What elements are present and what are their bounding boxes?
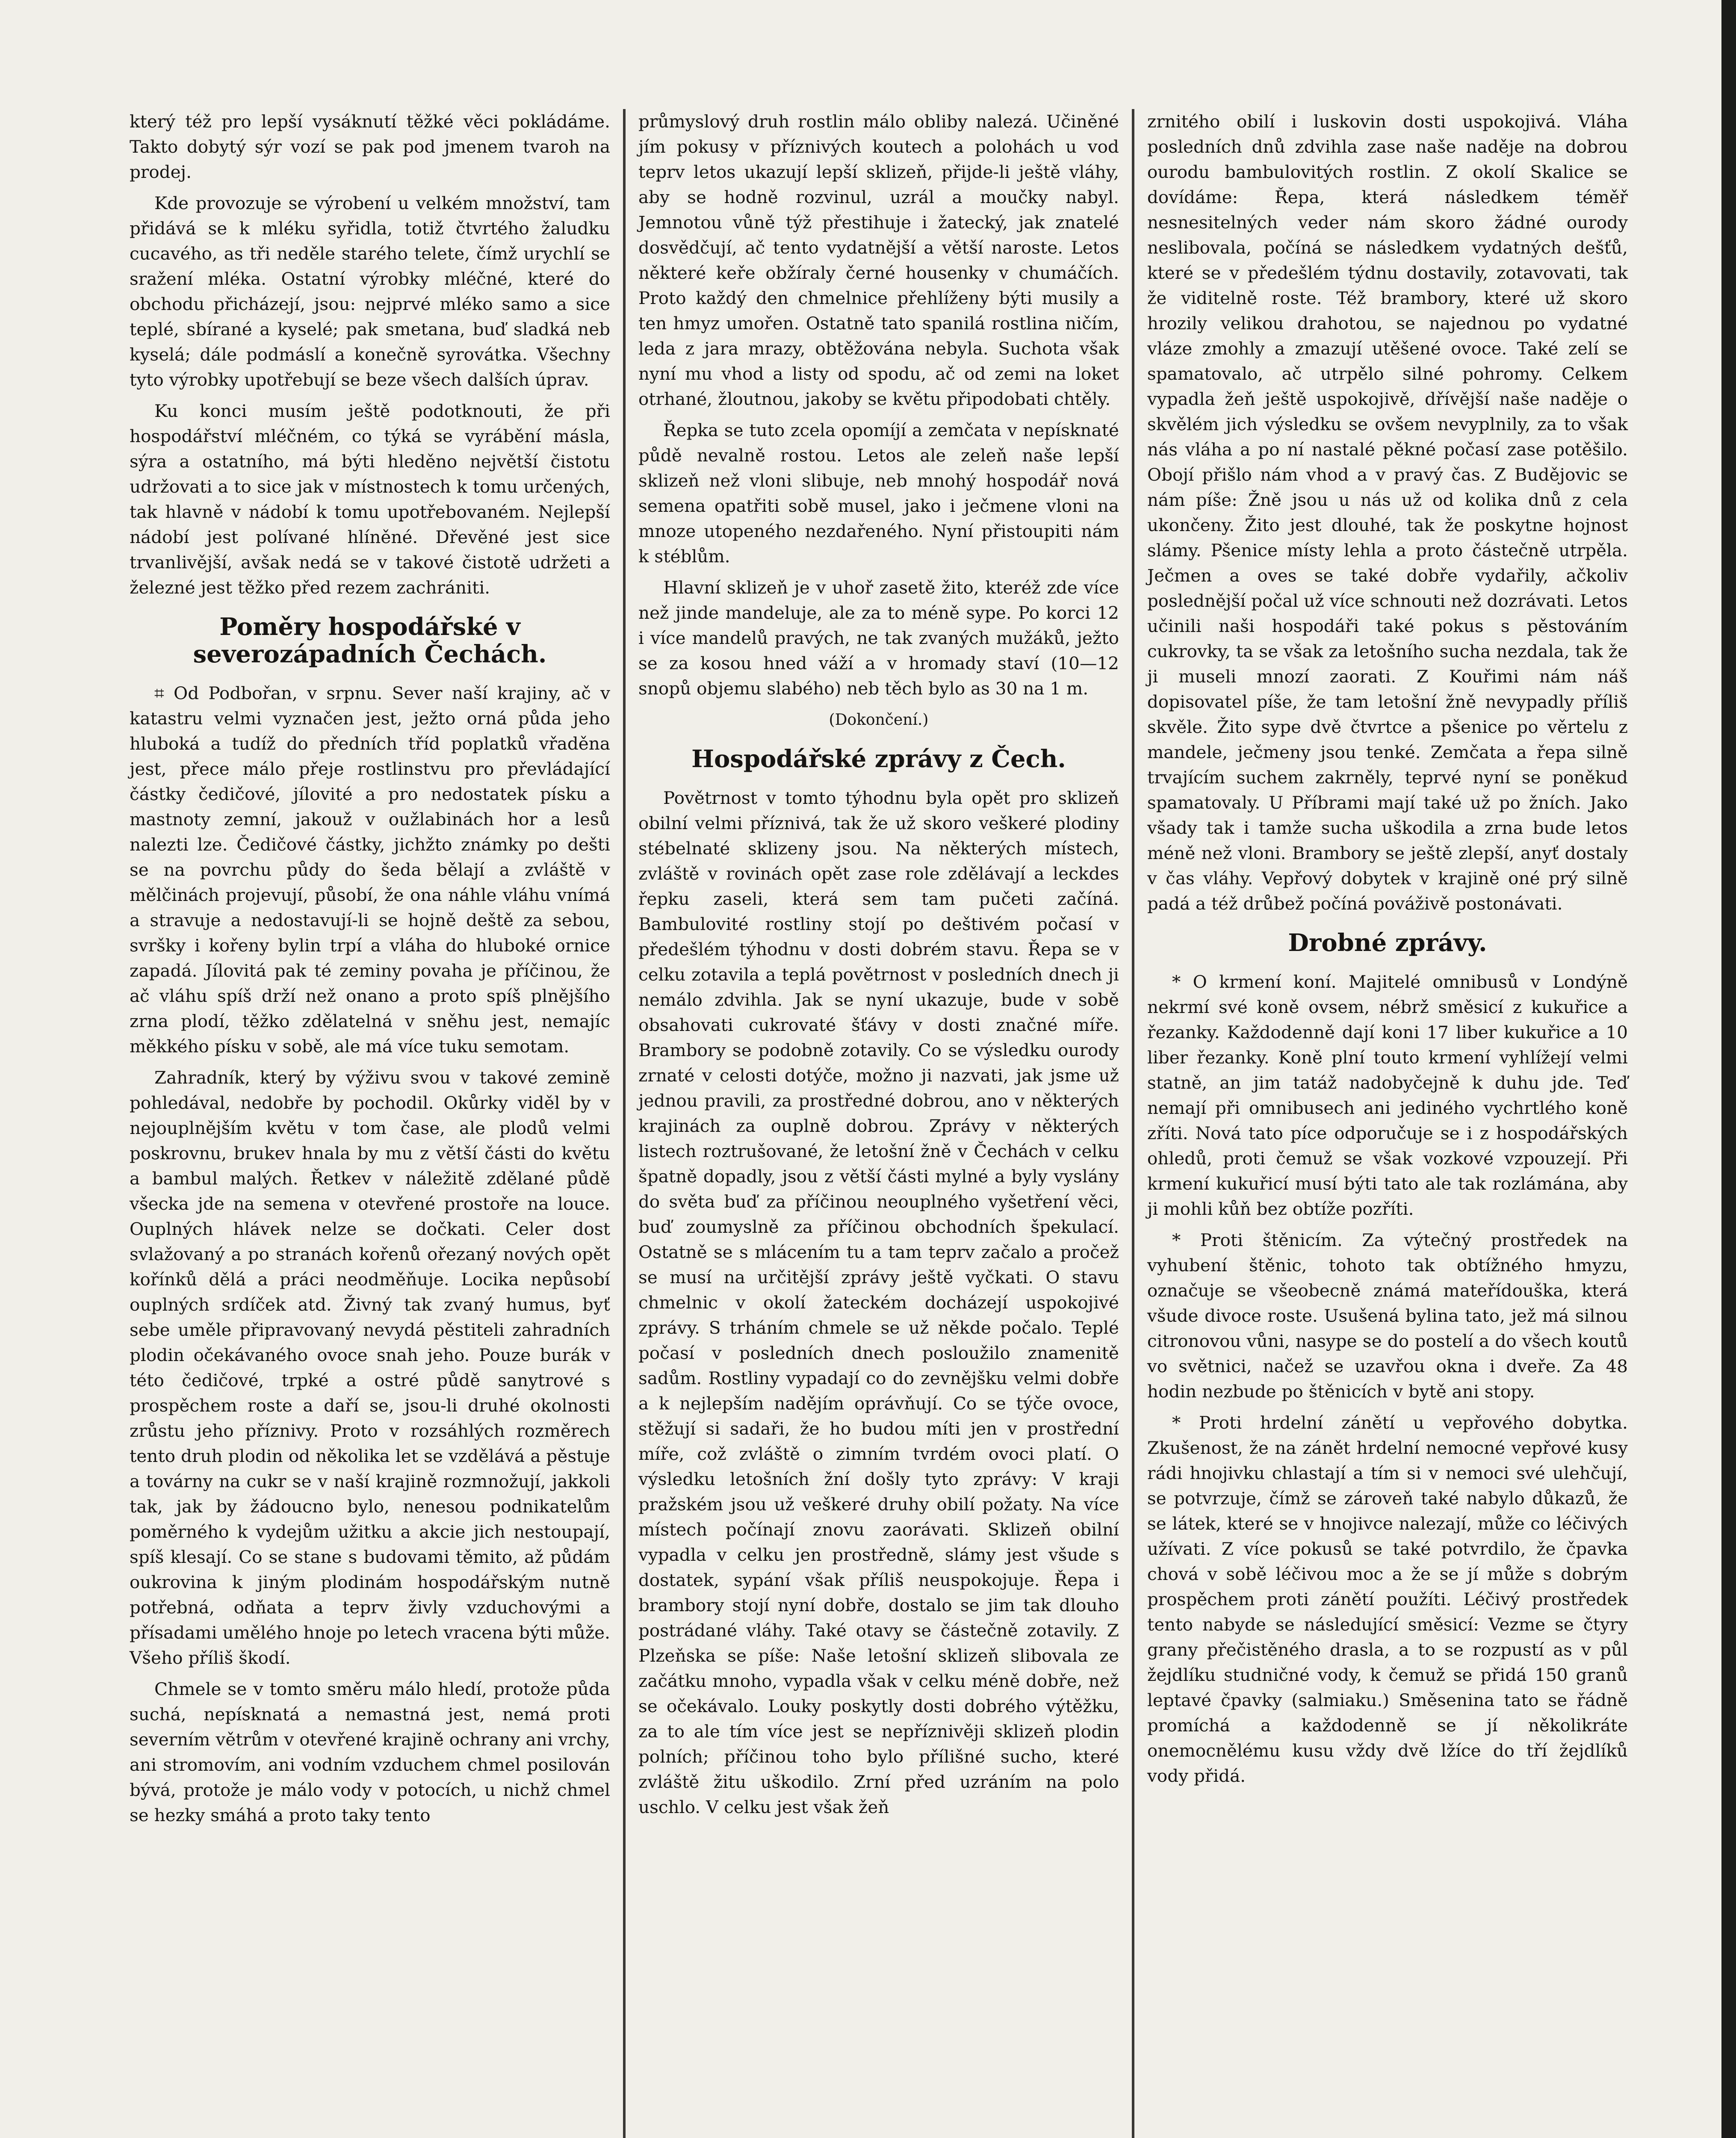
paragraph: Zahradník, který by výživu svou v takové zemině pohledával, nedobře by pochodil. Okůrky viděl by v nejouplnějším květu v tom čase, ale plodů velmi poskrovnu, brukev hnala by mu z větší části do květu a bambul malých. Řetkev v náležitě zdělané půdě všecka jde na semena v otevřené prostoře na louce. Ouplných hlávek nelze se dočkati. Celer dost svlažovaný a po stranách kořenů ořezaný nových opět kořínků dělá a práci neodměňuje. Locika nepůsobí ouplných srdíček atd. Živný tak zvaný humus, byť sebe uměle připravovaný nevydá pěstiteli zahradních plodin očekávaného ovoce snah jeho. Pouze burák v této čedičové, trpké a ostré půdě sanytrové s prospěchem roste a daří se, jsou-li druhé okolnosti zrůstu jeho příznivy. Proto v rozsáhlých rozměrech tento druh plodin od několika let se vzdělává a pěstuje a továrny na cukr se v naší krajině rozmnožují, jakkoli tak, jak by žádoucno bylo, nenesou podnikatelům poměrného k vydejům užitku a akcie jich nestoupají, spíš klesají. Co se stane s budovami těmito, až půdám oukrovina k jiným plodinám hospodářským nutně potřebná, odňata a teprv živly vzduchovými a přísadami umělého hnoje po letech vracena býti může. Všeho příliš škodí.: [130, 1067, 610, 1668]
paragraph: * Proti štěnicím. Za výtečný prostředek na vyhubení štěnic, tohoto tak obtížného hmyzu, označuje se všeobecně známá mateřídouška, která všude divoce roste. Usušená bylina tato, jež má silnou citronovou vůni, nasype se do postelí a do všech koutů vo světnici, načež se uzavřou okna i dveře. Za 48 hodin nezbude po štěnicích v bytě ani stopy.: [1147, 1230, 1628, 1402]
paragraph: zrnitého obilí i luskovin dosti uspokojivá. Vláha posledních dnů zdvihla zase naše naděje na dobrou ourodu bambulovitých rostlin. Z okolí Skalice se dovídáme: Řepa, která následkem téměř nesnesitelných veder nám skoro žádné ourody neslibovala, počíná se následkem vydatných dešťů, které se v předešlém týdnu dostavily, zotavovati, tak že viditelně roste. Též brambory, které už skoro hrozily velikou drahotou, se najednou po vydatné vláze zmohly a zmazují utěšené ovoce. Také zelí se spamatovalo, ač utrpělo silné pohromy. Celkem vypadla žeň ještě uspokojivě, dřívější naše naděje o skvělém jich výsledku se ovšem nevyplnily, za to však nás vláha a po ní nastalé pěkné počasí zase potěšilo. Obojí přišlo nám vhod a v pravý čas. Z Budějovic se nám píše: Žně jsou u nás už od kolika dnů z cela ukončeny. Žito jest dlouhé, tak že poskytne hojnost slámy. Pšenice místy lehla a proto částečně utrpěla. Ječmen a oves se také dobře vydařily, ačkoliv poslednější počal už více schnouti než dozrávati. Letos učinili naši hospodáři také pokus s pěstováním cukrovky, ta se však za letošního sucha nezdala, tak že ji museli mnozí zaorati. Z Kouřimi nám náš dopisovatel píše, že tam letošní žně nevypadly příliš skvěle. Žito sype dvě čtvrtce a pšenice po věrtelu z mandele, ječmeny jsou tenké. Zemčata a řepa silně trvajícím suchem zakrněly, teprvé nyní se poněkud spamatovaly. U Příbrami mají také už po žních. Jako všady tak i tamže sucha uškodila a zrna bude letos méně než vloni. Brambory se ještě zlepší, anyť dostaly v čas vláhy. Vepřový dobytek v krajině oné prý silně padá a též drůbež počíná pováživě postonávati.: [1147, 111, 1628, 914]
paragraph: ⌗ Od Podbořan, v srpnu. Sever naší krajiny, ač v katastru velmi vyznačen jest, ježto orná půda jeho hluboká a tudíž do předních tříd poplatků vřaděna jest, přece málo přeje rostlinstvu pro převládající částky čedičové, jílovité a pro nedostatek písku a mastnoty zemní, jakouž v oužlabinách hor a lesů nalezti lze. Čedičové částky, jichžto známky po dešti se na povrchu půdy do šeda bělají a zvláště v mělčinách projevují, působí, že ona náhle vláhu vnímá a stravuje a nedostavují-li se hojně deště za sebou, svršky i kořeny bylin trpí a vláha do hluboké ornice zapadá. Jílovitá pak té zeminy povaha je příčinou, že ač vláhu spíš drží než onano a proto spíš plnějšího zrna plodí, těžko zdělatelná v sněhu jest, nemajíc měkkého písku v sobě, ale má více tuku semotam.: [130, 683, 610, 1057]
column-right: [1140, 109, 1636, 2138]
paragraph: Hlavní sklizeň je v uhoř zasetě žito, kteréž zde více než jinde mandeluje, ale za to méně sype. Po korci 12 i více mandelů pravých, ne tak zvaných mužáků, ježto se za kosou hned váží a v hromady staví (10—12 snopů objemu slabého) neb těch bylo as 30 na 1 m.: [638, 577, 1119, 699]
article-heading: Hospodářské zprávy z Čech.: [691, 745, 1066, 773]
paragraph: * O krmení koní. Majitelé omnibusů v Londýně nekrmí své koně ovsem, nébrž směsicí z kukuřice a řezanky. Každodenně dají koni 17 liber kukuřice a 10 liber řezanky. Koně plní touto krmení vyhlížejí velmi statně, an jim tatáž nadobyčejně k duhu jde. Teď nemají při omnibusech ani jediného vychrtlého koně zříti. Nová tato píce odporučuje se i z hospodářských ohledů, proti čemuž se však vozkové vzpouzejí. Při krmení kukuřicí musí býti tato ale tak rozlámána, aby ji mohli kůň bez obtíže pozříti.: [1147, 972, 1628, 1219]
article-heading: Drobné zprávy.: [1288, 929, 1487, 957]
text-columns: [122, 109, 1657, 2138]
column-middle: [631, 109, 1127, 2138]
paragraph: * Proti hrdelní zánětí u vepřového dobytka. Zkušenost, že na zánět hrdelní nemocné vepřové kusy rádi hnojivku chlastají a tím si v nemoci své ulehčují, se potvrzuje, čímž se zároveň také nabylo důkazů, že se látek, které se v hnojivce nalezají, může co léčivých užívati. Z více pokusů se také potvrdilo, že čpavka chová v sobě léčivou moc a že se jí může s dobrým prospěchem proti zánětí použíti. Léčivý prostředek tento nabyde se následující směsicí: Vezme se čtyry grany přečistěného drasla, a to se rozpustí as v půl žejdlíku studničné vody, k čemuž se přidá 150 granů leptavé čpavky (salmiaku.) Směsenina tato se řádně promíchá a každodenně se jí několikráte onemocnělému kusu vždy dvě lžíce do tří žejdlíků vody přidá.: [1147, 1412, 1628, 1786]
paragraph: průmyslový druh rostlin málo obliby nalezá. Učiněné jím pokusy v příznivých koutech a polohách u vod teprv letos ukazují lepší sklizeň, přijde-li ještě vláhy, aby se hodně rozvinul, uzrál a moučky nabyl. Jemnotou vůně týž přestihuje i žatecký, jak znatelé dosvědčují, ač tento vydatnější a větší naroste. Letos některé keře obžíraly černé housenky v chumáčích. Proto každý den chmelnice přehlíženy býti musily a ten hmyz umořen. Ostatně tato spanilá rostlina ničím, leda z jara mrazy, obtěžována nebyla. Suchota však nyní mu vhod a listy od spodu, ač od zemi na loket otrhané, žloutnou, jakoby se květu připodobati chtěly.: [638, 111, 1119, 409]
article-heading: Poměry hospodářské v severozápadních Čechách.: [193, 613, 547, 668]
paragraph: Kde provozuje se výrobení u velkém množství, tam přidává se k mléku syřidla, totiž čtvrtého žaludku cucavého, as tři neděle starého telete, čímž urychlí se sražení mléka. Ostatní výrobky mléčné, které do obchodu přicházejí, jsou: nejprvé mléko samo a sice teplé, sbírané a kyselé; pak smetana, buď sladká neb kyselá; dále podmáslí a konečně syrovátka. Všechny tyto výrobky upotřebují se beze všech dalších úprav.: [130, 193, 610, 390]
scan-edge: [1721, 0, 1736, 2138]
continuation-note: (Dokončení.): [829, 711, 929, 729]
paragraph: Chmele se v tomto směru málo hledí, protože půda suchá, nepísknatá a nemastná jest, nemá proti severním větrům v otevřené krajině ochrany ani vrchy, ani stromovím, ani vodním vzduchem chmel posilován bývá, protože je málo vody v potocích, u nichž chmel se hezky smáhá a proto taky tento: [130, 1679, 610, 1825]
paragraph: Ku konci musím ještě podotknouti, že při hospodářství mléčném, co týká se vyrábění másla, sýra a ostatního, má býti hleděno největší čistotu udržovati a to sice jak v místnostech k tomu určených, tak hlavně v nádobí k tomu upotřebovaném. Nejlepší nádobí jest polívané hlíněné. Dřevěné jest sice trvanlivější, avšak nedá se v takové čistotě udržeti a železné jest těžko před rezem zachrániti.: [130, 401, 610, 598]
paragraph: Povětrnost v tomto týhodnu byla opět pro sklizeň obilní velmi příznivá, tak že už skoro veškeré plodiny stébelnaté sklizeny jsou. Na některých místech, zvláště v rovinách opět zase role zdělávají a leckdes řepku zaseli, která sem tam pučeti začíná. Bambulovité rostliny stojí po deštivém počasí v předešlém týhodnu v dosti dobrém stavu. Řepa se v celku zotavila a teplá povětrnost v posledních dnech ji nemálo zdvihla. Jak se nyní ukazuje, bude v sobě obsahovati cukrovaté šťávy v dosti značné míře. Brambory se podobně zotavily. Co se výsledku ourody zrnaté v celosti dotýče, možno ji nazvati, jak jsme už jednou pravili, za prostředné dobrou, ano v některých krajinách za ouplně dobrou. Zprávy v některých listech roztrušované, že letošní žně v Čechách v celku špatně dopadly, jsou z větší části mylné a byly vyslány do světa buď za příčinou neouplného vyšetření věci, buď zoumyslně za příčinou obchodních špekulací. Ostatně se s mlácením tu a tam teprv začalo a pročež se musí na určitější zprávy ještě vyčkati. O stavu chmelnic v okolí žateckém docházejí uspokojivé zprávy. S trháním chmele se už někde počalo. Teplé počasí v posledních dnech posloužilo znamenitě sadům. Rostliny vypadají co do zevnějšku velmi dobře a k nejlepším nadějím oprávňují. Co se týče ovoce, stěžují si sadaři, že ho budou míti jen v prostřední míře, což zvláště o zimním tvrdém ovoci platí. O výsledku letošních žní došly tyto zprávy: V kraji pražském jsou už veškeré druhy obilí požaty. Na více místech počínají znovu zaorávati. Sklizeň obilní vypadla v celku jen prostředně, slámy jest všude s dostatek, sypání však příliš neuspokojuje. Řepa i brambory stojí nyní dobře, dostalo se jim tak dlouho postrádané vláhy. Také otavy se částečně zotavily. Z Plzeňska se píše: Naše letošní sklizeň slibovala ze začátku mnoho, vypadla však v celku méně dobře, než se očekávalo. Louky poskytly dosti dobrého výtěžku, za to ale tím více jest se nepříznivěji sklizeň plodin polních; příčinou toho bylo přílišné sucho, které zvláště žitu uškodilo. Zrní před uzráním na polo uschlo. V celku jest však žeň: [638, 788, 1119, 1817]
paragraph: který též pro lepší vysáknutí těžké věci pokládáme. Takto dobytý sýr vozí se pak pod jmenem tvaroh na prodej.: [130, 111, 610, 182]
paragraph: Řepka se tuto zcela opomíjí a zemčata v nepísknaté půdě nevalně rostou. Letos ale zeleň naše lepší sklizeň než vloni slibuje, neb mnohý hospodář nová semena opatřiti sobě musel, jako i ječmene vloni na mnoze utopeného nezdařeného. Nyní přistoupiti nám k stéblům.: [638, 420, 1119, 567]
column-divider: [623, 109, 626, 2138]
column-divider: [1132, 109, 1134, 2138]
column-left: [122, 109, 618, 2138]
